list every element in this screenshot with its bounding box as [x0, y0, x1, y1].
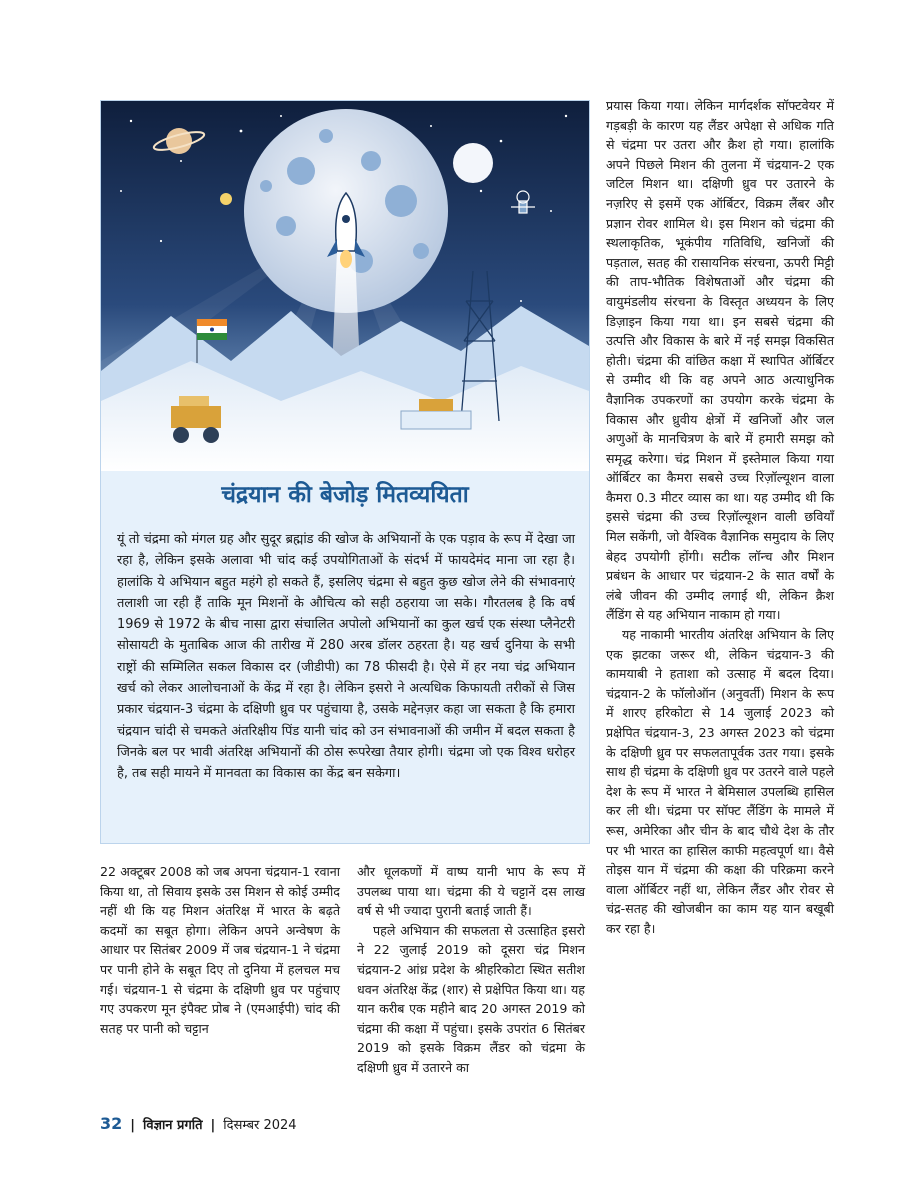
left-paragraph-1: 22 अक्टूबर 2008 को जब अपना चंद्रयान-1 रवाना किया था, तो सिवाय इसके उस मिशन से कोई उम्मीद नहीं थी कि यह मिशन अंतरिक्ष में भारत के बढ़ते कदमों का सबूत होगा। लेकिन अपने अन्वेषण के आधार पर सितंबर 2009 में जब चंद्रयान-1 ने चंद्रमा पर पानी होने के सबूत दिए तो दुनिया में हलचल मच गई। चंद्रयान-1 से चंद्रमा के दक्षिणी ध्रुव पर पहुंचाए गए उपकरण मून इंपैक्ट प्रोब ने (एमआईपी) चांद की सतह पर पानी को चट्टान: [100, 864, 340, 1036]
right-column: [606, 96, 834, 939]
footer-divider: |: [130, 1118, 136, 1133]
right-paragraph-2: यह नाकामी भारतीय अंतरिक्ष अभियान के लिए एक झटका जरूर थी, लेकिन चंद्रयान-3 की कामयाबी ने हताशा को उत्साह में बदल दिया। चंद्रयान-2 के फॉलोऑन (अनुवर्ती) मिशन के रूप में शारए हरिकोटा से 14 जुलाई 2023 को प्रक्षेपित चंद्रयान-3, 23 अगस्त 2023 को चंद्रमा के दक्षिणी ध्रुव पर सफलतापूर्वक उतर गया। इसके साथ ही चंद्रमा के दक्षिणी ध्रुव पर उतरने वाले पहले देश के रूप में भारत ने बेमिसाल उपलब्धि हासिल कर ली थी। चंद्रमा पर सॉफ्ट लैंडिंग के मामले में रूस, अमेरिका और चीन के बाद चौथे देश के तौर पर भी भारत का हासिल काफी महत्वपूर्ण था। वैसे तोइस यान में चंद्रमा की कक्षा की परिक्रमा करने वाला ऑर्बिटर नहीं था, लेकिन लैंडर और रोवर से चंद्र-सतह की खोजबीन का काम यह यान बखूबी कर रहा है।: [606, 627, 834, 936]
right-paragraph-1: प्रयास किया गया। लेकिन मार्गदर्शक सॉफ्टवेयर में गड़बड़ी के कारण यह लैंडर अपेक्षा से अधिक गति से चंद्रमा पर उतरा और क्रैश हो गया। हालांकि अपने पिछले मिशन की तुलना में चंद्रयान-2 एक जटिल मिशन था। दक्षिणी ध्रुव पर उतारने के नज़रिए से इसमें एक ऑर्बिटर, विक्रम लैंबर और प्रज्ञान रोवर शामिल थे। इस मिशन को चंद्रमा की स्थलाकृतिक, भूकंपीय गतिविधि, खनिजों की पड़ताल, सतह की रासायनिक संरचना, ऊपरी मिट्टी की ताप-भौतिक विशेषताओं और चंद्रमा की वायुमंडलीय संरचना के विस्तृत अध्ययन के लिए डिज़ाइन किया गया था। इन सबसे चंद्रमा की उत्पत्ति और विकास के बारे में नई समझ विकसित होती। चंद्रमा की वांछित कक्षा में स्थापित ऑर्बिटर से उम्मीद थी कि वह अपने आठ अत्याधुनिक वैज्ञानिक उपकरणों का उपयोग करके चंद्रमा के विकास और ध्रुवीय क्षेत्रों में खनिजों और जल अणुओं के मानचित्रण के बारे में हमारी समझ को समृद्ध करेगा। चंद्र मिशन में इस्तेमाल किया गया ऑर्बिटर का कैमरा सबसे उच्च रिज़ॉल्यूशन वाला कैमरा 0.3 मीटर व्यास का था। यह उम्मीद थी कि इससे चंद्रमा की उच्च रिज़ॉल्यूशन वाली छवियाँ मिल सकेंगी, जो वैश्विक वैज्ञानिक समुदाय के लिए बेहद उपयोगी होंगी। सटीक लॉन्च और मिशन प्रबंधन के आधार पर चंद्रयान-2 के सात वर्षों के लंबे जीवन की उम्मीद लगाई थी, लेकिन क्रैश लैंडिंग से यह अभियान नाकाम हो गया।: [606, 98, 834, 623]
page-number: 32: [100, 1114, 123, 1133]
page-footer: [100, 1114, 297, 1133]
feature-body: यूं तो चंद्रमा को मंगल ग्रह और सुदूर ब्रह्मांड की खोज के अभियानों के एक पड़ाव के रूप में देखा जा रहा है, लेकिन इसके अलावा भी चांद कई उपयोगिताओं के संदर्भ में फायदेमंद माना जा रहा है। हालांकि ये अभियान बहुत महंगे हो सकते हैं, इसलिए चंद्रमा से बहुत कुछ खोज लेने की संभावनाएं तलाशी जा रही हैं ताकि मून मिशनों के औचित्य को सही ठहराया जा सके। गौरतलब है कि वर्ष 1969 से 1972 के बीच नासा द्वारा संचालित अपोलो अभियानों का कुल खर्च एक संस्था प्लैनेटरी सोसायटी के मुताबिक आज की तारीख में 280 अरब डॉलर ठहरता है। यह खर्च दुनिया के सभी राष्ट्रों की सम्मिलित सकल विकास दर (जीडीपी) का 78 फीसदी है। ऐसे में हर नया चंद्र अभियान खर्च को लेकर आलोचनाओं के केंद्र में रहा है। लेकिन इसरो ने अत्यधिक किफायती तरीकों से जिस प्रकार चंद्रयान-3 चंद्रमा के दक्षिणी ध्रुव पर पहुंचाया है, उसके मद्देनज़र कहा जा सकता है कि हमारा चंद्रयान चांदी से चमकते अंतरिक्षीय पिंड यानी चांद को उन संभावनाओं की जमीन में बदल सकता है जिनके बल पर भावी अंतरिक्ष अभियानों की ठोस रूपरेखा तैयार होगी। चंद्रमा जो एक विश्व धरोहर है, तब सही मायने में मानवता का विकास का केंद्र बन सकेगा।: [117, 532, 575, 782]
middle-column: [357, 862, 585, 1078]
magazine-name: विज्ञान प्रगति: [143, 1118, 203, 1133]
feature-title: चंद्रयान की बेजोड़ मितव्ययिता: [221, 482, 469, 508]
middle-paragraph-2: पहले अभियान की सफलता से उत्साहित इसरो ने 22 जुलाई 2019 को दूसरा चंद्र मिशन चंद्रयान-2 आंध्र प्रदेश के श्रीहरिकोटा स्थित सतीश धवन अंतरिक्ष केंद्र (शार) से प्रक्षेपित किया था। यह यान करीब एक महीने बाद 20 अगस्त 2019 को चंद्रमा की कक्षा में पहुंचा। इसके उपरांत 6 सितंबर 2019 को इसके विक्रम लैंडर को चंद्रमा के दक्षिणी ध्रुव में उतारने का: [357, 922, 585, 1075]
feature-box: [100, 100, 590, 844]
issue-date: दिसम्बर 2024: [223, 1118, 297, 1133]
chandrayaan-illustration: [101, 101, 589, 471]
middle-paragraph-1: और धूलकणों में वाष्प यानी भाप के रूप में उपलब्ध पाया था। चंद्रमा की ये चट्टानें दस लाख वर्ष से भी ज्यादा पुरानी बताई जाती हैं।: [357, 864, 585, 919]
left-column: [100, 862, 340, 1038]
footer-divider: |: [210, 1118, 216, 1133]
